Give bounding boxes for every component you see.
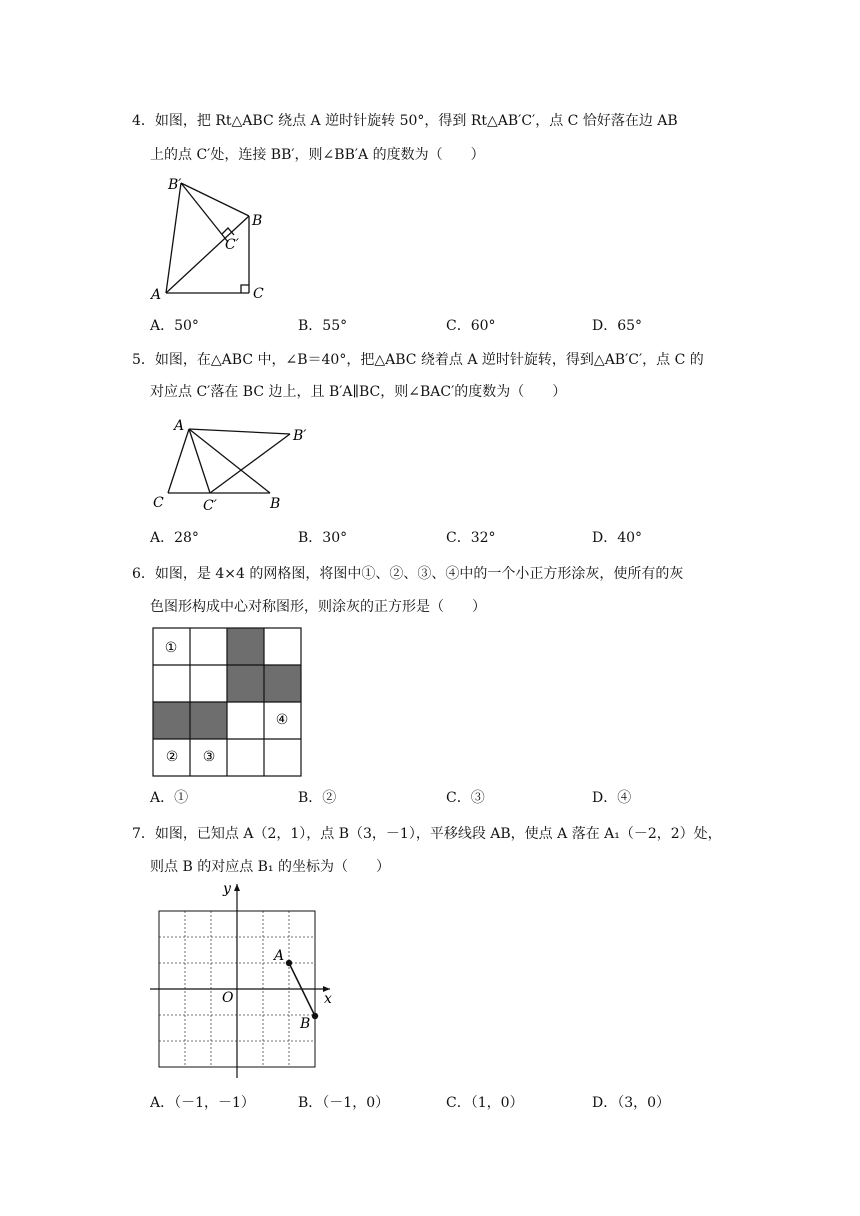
q4-option-a[interactable]: A．50°: [150, 318, 199, 334]
q7-line1: 7．如图，已知点 A（2，1），点 B（3，－1），平移线段 AB，使点 A 落在 A₁（－2，2）处，: [132, 826, 722, 842]
q6-cell-label-1: ①: [164, 640, 178, 656]
q7-option-d[interactable]: D．（3，0）: [592, 1095, 671, 1111]
q5-line2: 对应点 C′落在 BC 边上，且 B′A∥BC，则∠BAC′的度数为（ ）: [150, 384, 567, 400]
q7-label-a: A: [274, 948, 285, 964]
q5-label-cprime: C′: [203, 498, 217, 514]
q7-label-y: y: [223, 881, 231, 897]
q5-option-b[interactable]: B．30°: [298, 530, 348, 546]
q6-gray-cell: [190, 702, 227, 739]
q6-line1: 6．如图，是 4×4 的网格图，将图中①、②、③、④中的一个小正方形涂灰，使所有的灰: [132, 566, 684, 582]
q7-option-c[interactable]: C．（1，0）: [446, 1095, 524, 1111]
q5-option-a[interactable]: A．28°: [150, 530, 199, 546]
q5-label-c: C: [153, 495, 164, 511]
q6-cell-label-2: ②: [165, 749, 179, 765]
q5-line1: 5．如图，在△ABC 中，∠B＝40°，把△ABC 绕着点 A 逆时针旋转，得到△AB′C′，点 C 的: [132, 352, 704, 368]
q4-label-bprime: B′: [168, 177, 182, 193]
q5-figure: [145, 415, 325, 515]
q6-cell-label-3: ③: [202, 749, 216, 765]
q4-figure: [140, 170, 280, 305]
q4-line2: 上的点 C′处，连接 BB′，则∠BB′A 的度数为（ ）: [150, 147, 485, 163]
q5-option-d[interactable]: D．40°: [592, 530, 643, 546]
q6-option-b[interactable]: B．②: [298, 790, 337, 806]
q5-label-a: A: [174, 418, 185, 434]
q7-line2: 则点 B 的对应点 B₁ 的坐标为（ ）: [150, 859, 390, 875]
q6-gray-cell: [264, 665, 301, 702]
q6-gray-cell: [227, 665, 264, 702]
q7-label-x: x: [324, 991, 332, 1007]
q5-label-bprime: B′: [293, 428, 307, 444]
q4-label-cprime: C′: [225, 237, 239, 253]
q6-grid-figure: [150, 625, 305, 780]
q7-label-b: B: [300, 1016, 311, 1032]
q5-option-c[interactable]: C．32°: [446, 530, 496, 546]
q4-line1: 4．如图，把 Rt△ABC 绕点 A 逆时针旋转 50°，得到 Rt△AB′C′，点 C 恰好落在边 AB: [132, 113, 678, 129]
q5-label-b: B: [270, 496, 281, 512]
q7-label-o: O: [222, 990, 234, 1006]
q4-option-b[interactable]: B．55°: [298, 318, 348, 334]
q7-option-b[interactable]: B．（－1，0）: [298, 1095, 390, 1111]
q6-gray-cell: [153, 702, 190, 739]
q4-option-c[interactable]: C．60°: [446, 318, 496, 334]
q6-option-c[interactable]: C．③: [446, 790, 485, 806]
q6-cell-label-4: ④: [275, 712, 289, 728]
q6-option-a[interactable]: A．①: [150, 790, 189, 806]
q6-line2: 色图形构成中心对称图形，则涂灰的正方形是（ ）: [150, 599, 486, 615]
q7-coordinate-figure: [145, 875, 345, 1085]
q6-gray-cell: [227, 628, 264, 665]
q7-option-a[interactable]: A．（－1，－1）: [150, 1095, 255, 1111]
q4-label-a: A: [151, 287, 162, 303]
q4-label-c: C: [253, 286, 264, 302]
q4-option-d[interactable]: D．65°: [592, 318, 643, 334]
q6-option-d[interactable]: D．④: [592, 790, 632, 806]
q4-label-b: B: [252, 213, 263, 229]
